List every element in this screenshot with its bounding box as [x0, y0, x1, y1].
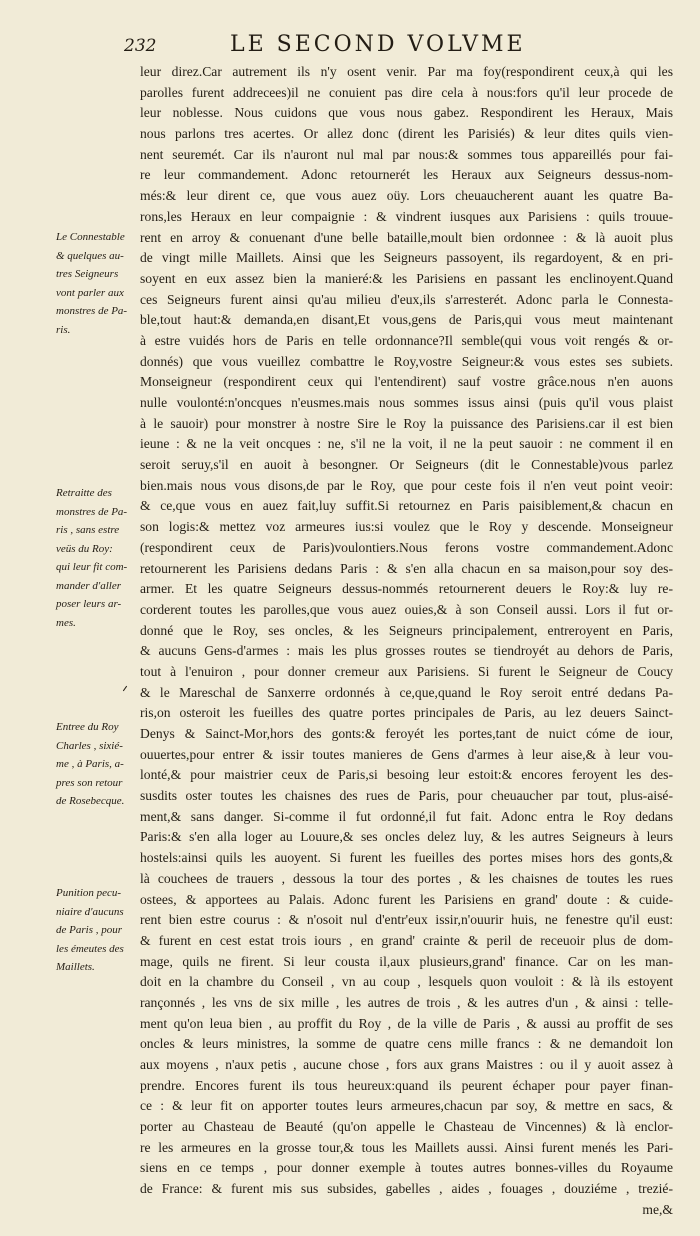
text-line: ces Seigneurs furent ainsi qu'au milieu d'eux,ils s'arresterét. Adonc parla le Connesta-	[140, 291, 673, 307]
margin-note-retraitte	[56, 484, 138, 632]
text-line: rent bien estre courus : & n'osoit nul d'entr'eux issir,n'ouurir huis, ne fenestre qu'il eust:	[140, 912, 673, 928]
text-line: à le sauoir) pour monstrer à nostre Sire le Roy la puissance des Parisiens.car il est bien	[140, 415, 673, 431]
text-line: & le Mareschal de Sanxerre ordonnés à ce,que,quand le Roy seroit entré dedans Pa-	[140, 684, 673, 700]
text-line: me,&	[642, 1201, 673, 1217]
text-line: hostels:ainsi quils les auoyent. Si furent les fueilles des portes mises hors des gonts,&	[140, 850, 673, 866]
text-line: re les armeures en la grosse tour,& tous les Maillets aussi. Ainsi furent menés les Pari-	[140, 1139, 673, 1155]
text-line: donnés) que vous vueillez combattre le Roy,vostre Seigneur:& vous estes ses subiets.	[140, 353, 673, 369]
page-number: 232	[124, 36, 157, 56]
margin-note-line: les émeutes des	[56, 942, 124, 955]
text-line: nous parlons tres acertes. Or allez donc (dirent les Parisiés) & leur dites quils vien-	[140, 126, 673, 142]
text-line: ris,on osteroit les fueilles des quatre portes principales de Paris, au lez deuers Sainct-	[140, 705, 673, 721]
margin-note-line: ris.	[56, 323, 71, 336]
text-line: & furent en cest estat trois iours , en grand' crainte & peril de receuoir plus de dom-	[140, 932, 673, 948]
text-line: son logis:& mettez voz armeures ius:si voulez que le Roy y descende. Monseigneur	[140, 519, 673, 535]
text-line: ble,tout haut:& demanda,en disant,Et vous,gens de Paris,qui vous meut maintenant	[140, 312, 673, 328]
margin-note-line: mes.	[56, 616, 76, 629]
text-line: soyent en eux assez bien la manieré:& les Parisiens en passant les enclinoyent.Quand	[140, 270, 673, 286]
text-line: & ce,que vous en auez fait,luy suffit.Si retournez en Paris paisiblement,& chacun en	[140, 498, 673, 514]
text-line: bien.mais nous vous disons,de par le Roy, que pour ceste fois il n'en veut point veoir:	[140, 477, 673, 493]
text-line: ouuertes,pour entrer & issir toutes manieres de Gens d'armes à leur aise,& à leur vou-	[140, 746, 673, 762]
text-line: nent seuremét. Car ils n'auront nul mal par nous:& sommes tous appareillés pour fai-	[140, 146, 673, 162]
text-line: Denys & Sainct-Mor,hors des gonts:& feroyét les portes,tant de nuict cóme de iour,	[140, 726, 673, 741]
margin-note-line: vont parler aux	[56, 286, 124, 299]
text-line: à estre vuidés hors de Paris en telle ordonnance?Il semble(qui vous voit rengés & or-	[140, 332, 673, 348]
text-line: là couchees de trauers , dessous la tour des portes , & les chaisnes de toutes les rues	[140, 870, 673, 886]
text-line: mage, quils ne firent. Si leur cousta il,aux plusieurs,grand' finance. Car on les man-	[140, 953, 673, 969]
margin-note-line: Le Connestable	[56, 231, 125, 243]
text-line: Paris:& s'en alla loger au Louure,& ses oncles delez luy, & les autres Seigneurs à leurs	[140, 829, 673, 845]
text-line: seroit seruy,s'il en auoit à besongner. Or Seigneurs (dit le Connestable)vous parlez	[140, 457, 673, 473]
text-line: susdits oster toutes les chaisnes des rues de Paris, pour cheuaucher par tout, plus-aisé-	[140, 788, 673, 804]
margin-note-line: mander d'aller	[56, 579, 121, 592]
text-line: ce : & leur fit on apporter toutes leurs armeures,chacun par soy, & mettre en sacs, &	[140, 1098, 673, 1114]
margin-note-line: monstres de Pa-	[56, 305, 128, 317]
margin-note-line: Entree du Roy	[56, 721, 119, 733]
margin-note-line: & quelques au-	[56, 249, 124, 262]
margin-note-connestable	[56, 228, 138, 339]
text-line: rent en arroy & conuenant d'une belle bataille,moult bien ordonnee : & là auoit plus	[140, 229, 673, 245]
text-line: prendre. Encores furent ils tous heureux:quand ils peurent échaper pour payer finan-	[140, 1077, 673, 1093]
text-line: ment qu'on leua bien , au proffit du Roy , de la ville de Paris , & aussi au proffit de ses	[140, 1015, 673, 1031]
text-line: leur direz.Car autrement ils n'y osent venir. Par ma foy(respondirent ceux,à qui les	[140, 64, 673, 79]
margin-note-line: ris , sans estre	[56, 524, 120, 536]
text-line: parolles furent addrecees)il ne conuient pas dire cela à nous:fors qu'il leur procede de	[140, 84, 673, 100]
text-line: rançonnés , les vns de six mille , les autres de trois , & les autres d'un , & ainsi : telle-	[140, 994, 673, 1010]
text-line: ment,& sans danger. Si-comme il fut ordonné,il fut fait. Adonc entra le Roy dedans	[140, 808, 673, 824]
margin-note-line: tres Seigneurs	[56, 268, 119, 280]
running-title: LE SECOND VOLVME	[230, 32, 526, 57]
text-line: armer. Et les quatre Seigneurs dessus-nommés retournerent deuers le Roy:& luy re-	[140, 581, 673, 597]
text-line: (respondirent ceux de Paris)voulontiers.Nous ferons vostre commandement.Adonc	[140, 539, 673, 555]
text-line: de vingt mille Maillets. Ainsi que les Seigneurs passoyent, ils regardoyent, & en pri-	[140, 250, 673, 266]
margin-note-line: poser leurs ar-	[56, 598, 122, 610]
margin-note-line: Charles , sixié-	[56, 739, 123, 752]
margin-note-line: Maillets.	[56, 961, 95, 973]
text-line: siens en ce temps , pour donner exemple à toutes autres bonnes-villes du Royaume	[140, 1160, 673, 1176]
text-line: re leur commandement. Adonc retournerét les Heraux aux Seigneurs dessus-nom-	[140, 167, 673, 183]
page-header	[124, 30, 584, 60]
text-line: corderent toutes les parolles,que vous auez ouies,& à son Conseil aussi. Lors il fut or-	[140, 601, 673, 617]
margin-note-line: monstres de Pa-	[56, 505, 128, 518]
text-line: més:& leur dirent ce, que vous auez oüy. Lors cheuaucherent auant les quatre Ba-	[140, 188, 673, 204]
text-line: porter au Chasteau de Beauté (qu'on appelle le Chasteau de Vincennes) & là enclor-	[140, 1119, 673, 1135]
text-line: leur noblesse. Nous cuidons que vous nous gabez. Respondirent les Heraux, Mais	[140, 105, 673, 121]
text-line: rons,les Heraux en leur compaignie : & vindrent iusques aux Parisiens : quils trouue-	[140, 208, 673, 224]
text-line: doit en la chambre du Conseil , vn au coup , lesquels quon vouloit : & là ils estoyent	[140, 974, 673, 990]
body-text	[140, 62, 673, 1221]
margin-note-line: niaire d'aucuns	[56, 905, 124, 918]
margin-note-punition	[56, 884, 138, 977]
text-line: ostees, & apportees au Palais. Adonc furent les Parisiens en grand' doute : & cuide-	[140, 891, 673, 907]
text-line: lonté,& pour maistrier ceux de Paris,si besoing leur estoit:& encores feroyent les des-	[140, 767, 673, 783]
margin-note-line: me , à Paris, a-	[56, 758, 124, 770]
margin-note-line: de Paris , pour	[56, 924, 122, 936]
text-line: ieune : & ne la veit oncques : ne, s'il ne la voit, il ne la peut sauoir : ne comment il en	[140, 436, 673, 452]
text-line: & aucuns Gens-d'armes : mais les plus grosses routes se tiendroyét au dehors de Paris,	[140, 643, 673, 659]
text-line: retournerent les Parisiens dedans Paris : & s'en alla chacun en sa maison,pour soy des-	[140, 560, 673, 576]
text-line: Monseigneur (respondirent ceux qui l'entendirent) sauf vostre grâce.nous n'en auons	[140, 374, 673, 390]
margin-note-line: de Rosebecque.	[56, 795, 125, 807]
text-line: tout à l'enuiron , pour donner cremeur aux Parisiens. Si furent le Seigneur de Coucy	[140, 663, 673, 679]
margin-note-line: Retraitte des	[56, 487, 112, 499]
margin-note-line: veüs du Roy:	[56, 542, 113, 555]
margin-note-line: Punition pecu-	[56, 887, 122, 899]
text-line: donné que le Roy, ses oncles, & les Seigneurs principalement, entreroyent en Paris,	[140, 622, 673, 638]
margin-note-entree-du-roy	[56, 718, 138, 811]
text-line: aux moyens , n'aux petis , aucune chose , fors aux grans Maistres : ou il y auoit assez à	[140, 1057, 673, 1072]
margin-note-line: qui leur fit com-	[56, 561, 128, 573]
text-line: de France: & furent mis sus subsides, gabelles , aides , fouages , douziéme , trezié-	[140, 1181, 673, 1197]
text-line: nulle voulonté:n'oncques n'eusmes.mais nous sommes issus ainsi (puis qu'il vous plaist	[140, 395, 673, 410]
ink-mark	[123, 686, 127, 691]
margin-note-line: pres son retour	[56, 776, 123, 789]
text-line: oncles & leurs ministres, la somme de quatre cens mille francs : & ne demandoit lon	[140, 1036, 673, 1052]
